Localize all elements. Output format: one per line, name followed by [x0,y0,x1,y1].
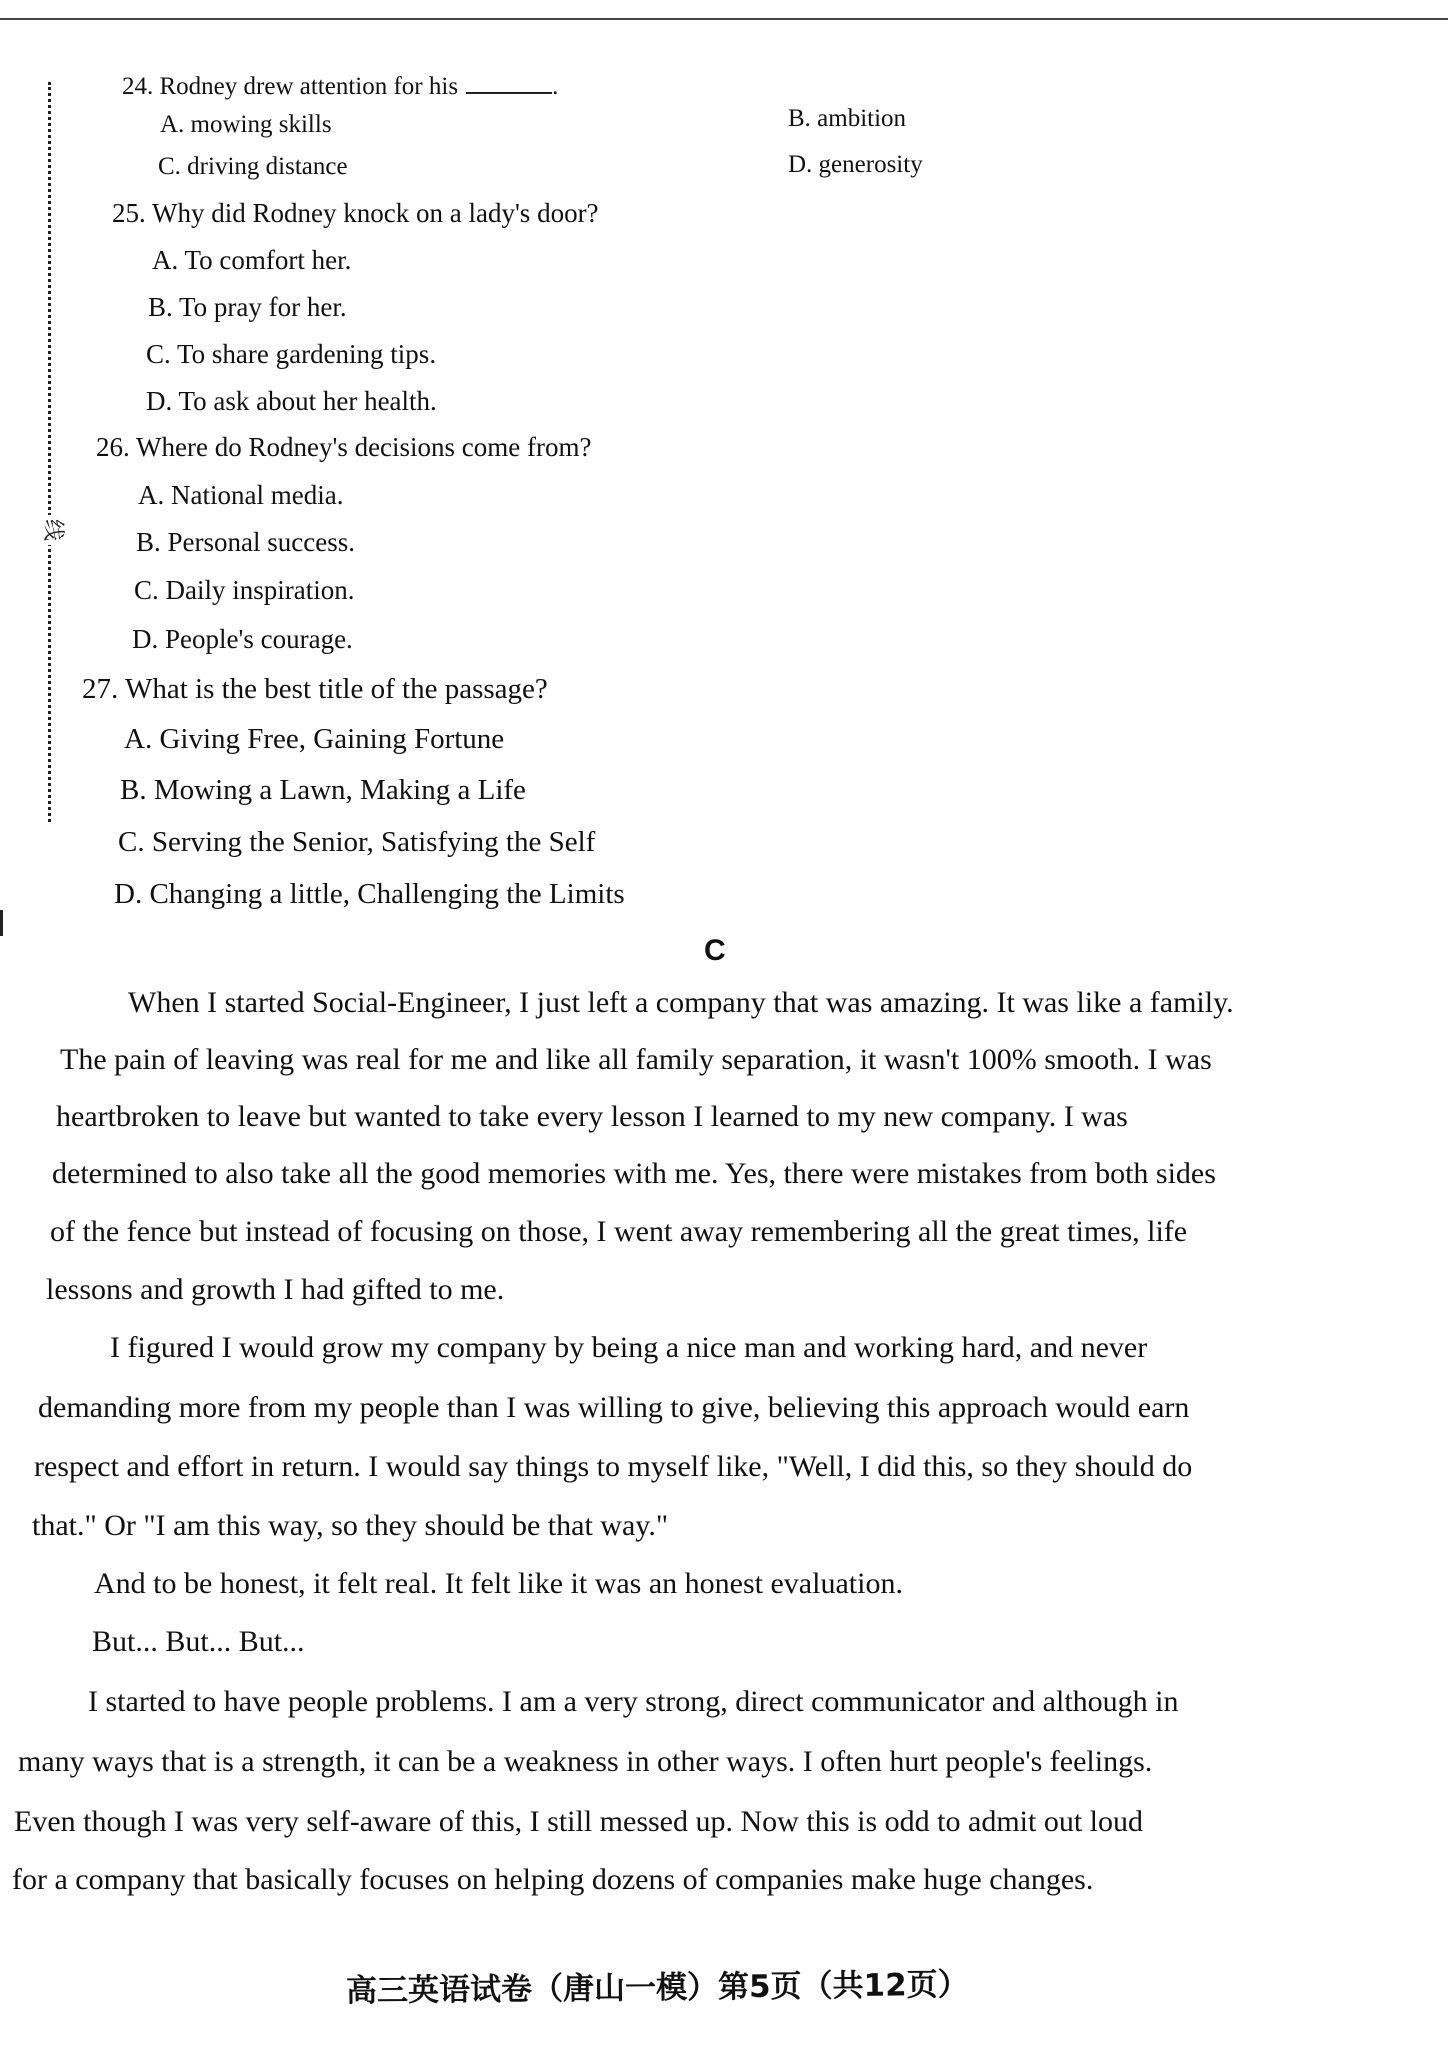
question-24-option-c: C. driving distance [158,153,348,180]
question-27-option-a: A. Giving Free, Gaining Fortune [124,723,505,755]
passage-line: And to be honest, it felt real. It felt like it was an honest evaluation. [94,1567,903,1600]
passage-line: Even though I was very self-aware of this, I still messed up. Now this is odd to admit out loud [14,1805,1143,1838]
binding-seal-line [48,82,51,822]
question-25-option-a: A. To comfort her. [152,245,352,275]
passage-line: I figured I would grow my company by being a nice man and working hard, and never [110,1331,1148,1364]
question-24-option-a: A. mowing skills [160,111,332,138]
question-24-stem [122,70,558,104]
passage-line: But... But... But... [92,1625,305,1658]
passage-line: for a company that basically focuses on helping dozens of companies make huge changes. [12,1863,1094,1896]
question-25-option-d: D. To ask about her health. [146,386,437,416]
passage-line: of the fence but instead of focusing on those, I went away remembering all the great times, life [50,1215,1188,1248]
passage-line: heartbroken to leave but wanted to take every lesson I learned to my new company. I was [56,1100,1128,1133]
answer-blank [466,74,552,94]
question-24-stem-end: . [552,73,559,100]
passage-line: many ways that is a strength, it can be a weakness in other ways. I often hurt people's feelings. [18,1745,1153,1778]
passage-line: lessons and growth I had gifted to me. [46,1273,505,1306]
question-26-option-b: B. Personal success. [136,527,355,557]
passage-line: respect and effort in return. I would say things to myself like, "Well, I did this, so they should do [34,1450,1193,1483]
passage-line: The pain of leaving was real for me and like all family separation, it wasn't 100% smooth. I was [60,1043,1212,1076]
question-25-option-c: C. To share gardening tips. [146,339,437,369]
question-26-option-d: D. People's courage. [132,624,353,654]
question-26-option-c: C. Daily inspiration. [134,575,355,605]
question-26-stem: 26. Where do Rodney's decisions come from? [96,432,592,462]
question-27-stem: 27. What is the best title of the passage? [82,673,548,705]
passage-line: When I started Social-Engineer, I just left a company that was amazing. It was like a family. [128,986,1234,1019]
question-27-option-d: D. Changing a little, Challenging the Limits [114,878,625,910]
passage-heading: C [704,934,726,967]
page-footer: 高三英语试卷（唐山一模）第5页（共12页） [345,1966,969,2010]
question-24-option-b: B. ambition [788,105,907,132]
question-24-option-d: D. generosity [788,151,923,178]
passage-line: determined to also take all the good memories with me. Yes, there were mistakes from both sides [52,1157,1216,1190]
passage-line: that." Or "I am this way, so they should be that way." [32,1509,669,1542]
top-rule [0,18,1448,20]
question-25-stem: 25. Why did Rodney knock on a lady's door? [112,198,599,228]
question-27-option-b: B. Mowing a Lawn, Making a Life [120,774,526,806]
binding-tick-mark [0,910,3,936]
seal-line-mark: 线 [35,515,71,545]
question-24-stem-text: 24. Rodney drew attention for his [122,73,459,100]
passage-line: I started to have people problems. I am a very strong, direct communicator and although in [88,1685,1179,1718]
passage-line: demanding more from my people than I was willing to give, believing this approach would earn [38,1391,1190,1424]
question-26-option-a: A. National media. [138,480,344,510]
question-27-option-c: C. Serving the Senior, Satisfying the Self [118,826,596,858]
question-25-option-b: B. To pray for her. [148,292,347,322]
